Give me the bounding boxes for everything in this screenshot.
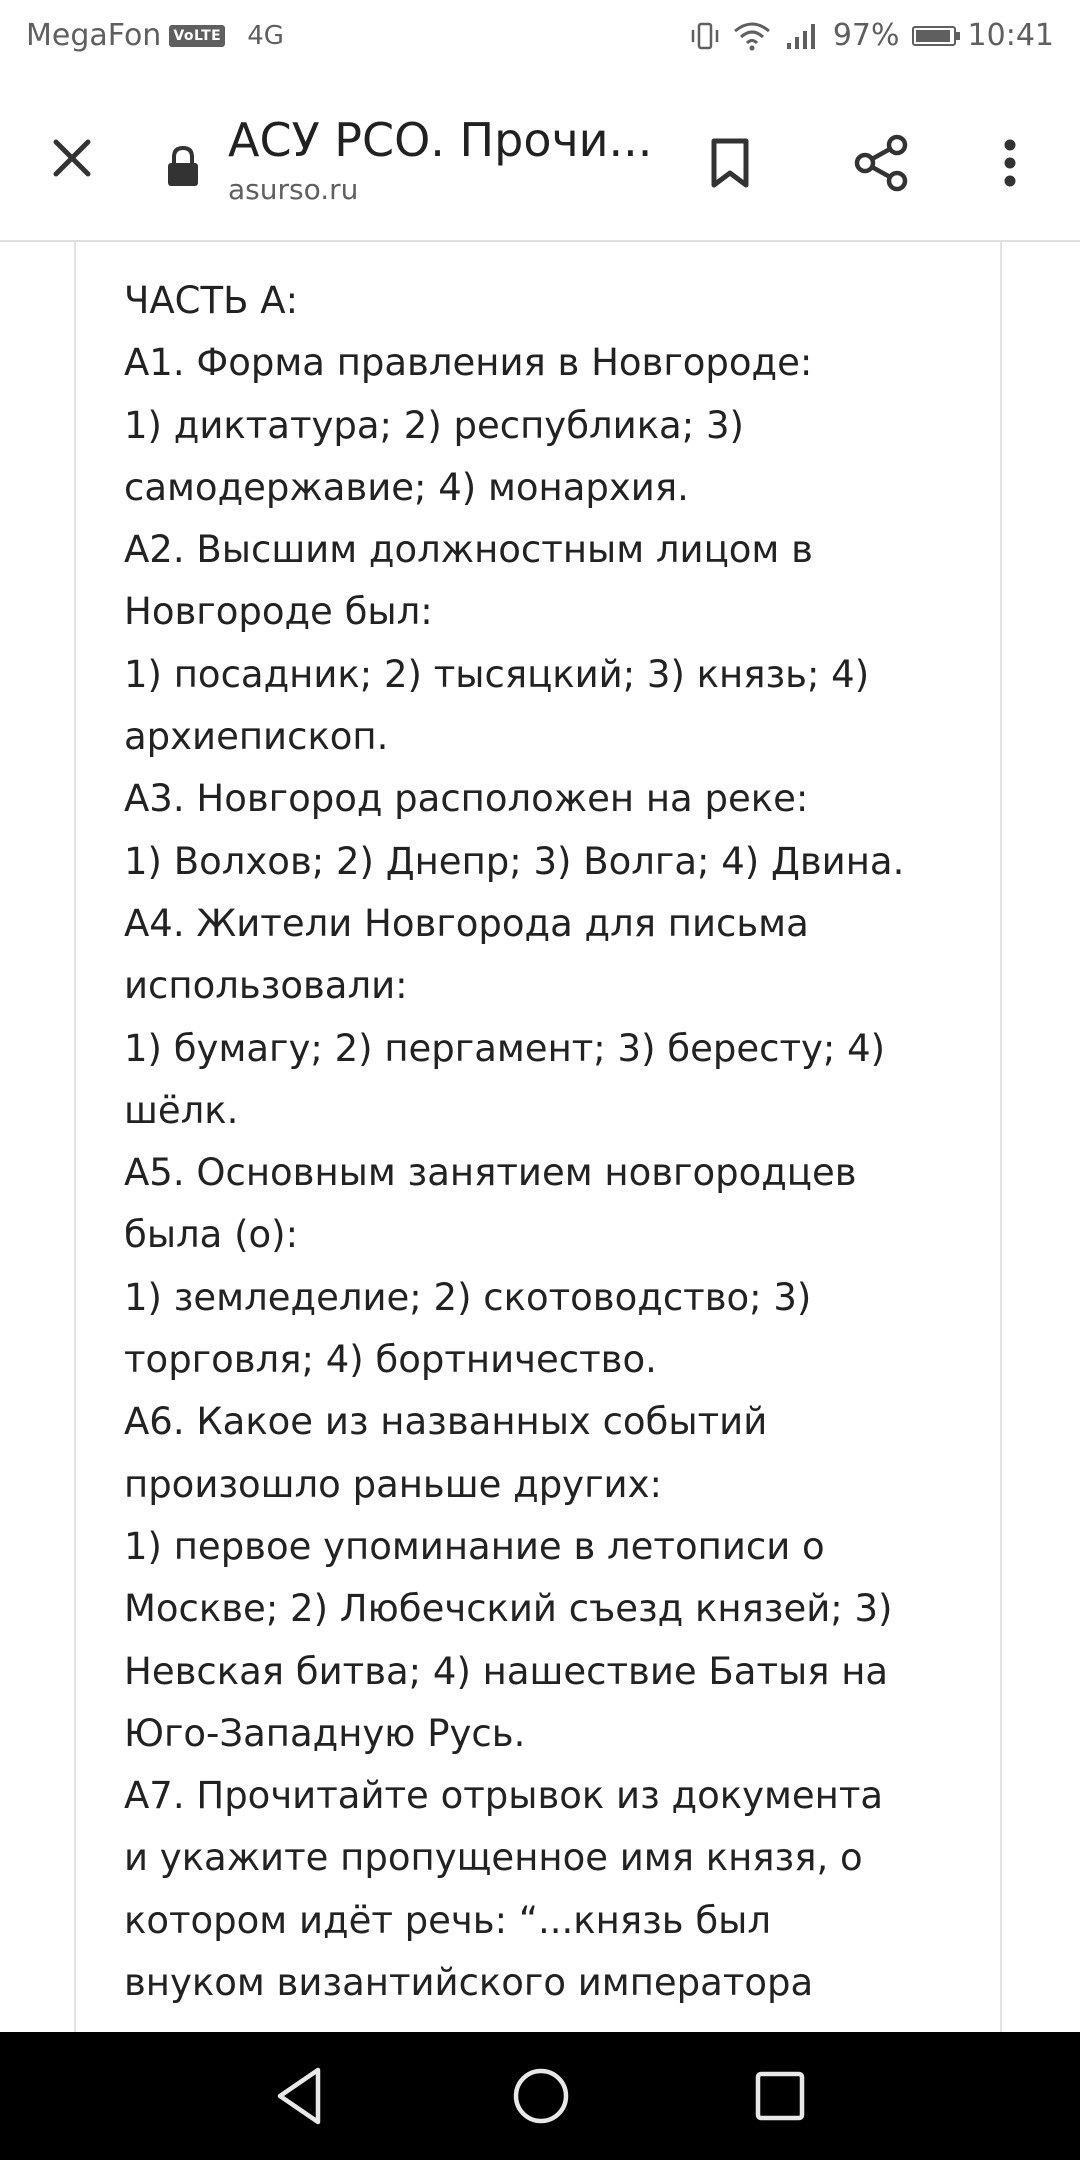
document-line: Невская битва; 4) нашествие Батыя на — [124, 1649, 889, 1693]
back-icon[interactable] — [270, 2062, 330, 2130]
document-line: использовали: — [124, 964, 408, 1008]
document-text — [124, 270, 974, 2014]
carrier-name: MegaFon — [26, 18, 162, 53]
share-icon — [851, 133, 911, 193]
document-line: 1) диктатура; 2) республика; 3) — [124, 403, 744, 447]
status-left — [26, 18, 284, 53]
document-line: А6. Какое из названных событий — [124, 1400, 768, 1444]
document-line: 1) земледелие; 2) скотоводство; 3) — [124, 1275, 812, 1319]
document-line: самодержавие; 4) монархия. — [124, 465, 689, 509]
more-options-button[interactable] — [990, 130, 1030, 196]
document-line: А2. Высшим должностным лицом в — [124, 528, 813, 572]
close-button[interactable] — [40, 126, 104, 190]
document-line: А1. Форма правления в Новгороде: — [124, 341, 813, 385]
page-url: asurso.ru — [228, 173, 359, 206]
document-line: Юго-Западную Русь. — [124, 1711, 526, 1755]
bookmark-icon — [708, 137, 752, 189]
document-line: Москве; 2) Любечский съезд князей; 3) — [124, 1587, 893, 1631]
document-line: А3. Новгород расположен на реке: — [124, 777, 809, 821]
close-icon — [50, 136, 94, 180]
browser-toolbar — [0, 74, 1080, 242]
document-line: и укажите пропущенное имя князя, о — [124, 1836, 863, 1880]
document-line: была (о): — [124, 1213, 299, 1257]
document-line: А4. Жители Новгорода для письма — [124, 901, 809, 945]
web-content[interactable] — [0, 242, 1080, 2032]
wifi-icon — [733, 21, 771, 51]
recent-apps-icon[interactable] — [750, 2064, 810, 2128]
document-line: 1) посадник; 2) тысяцкий; 3) князь; 4) — [124, 652, 870, 696]
network-type: 4G — [247, 20, 284, 51]
document-line: внуком византийского императора — [124, 1961, 814, 2005]
document-line: Новгороде был: — [124, 590, 433, 634]
home-icon[interactable] — [508, 2062, 574, 2130]
navigation-bar — [0, 2032, 1080, 2160]
bookmark-button[interactable] — [700, 130, 760, 196]
signal-icon — [783, 21, 821, 51]
page-title: АСУ РСО. Прочи... — [228, 113, 653, 167]
volte-badge: VoLTE — [169, 25, 225, 47]
document-line: 1) бумагу; 2) пергамент; 3) бересту; 4) — [124, 1026, 886, 1070]
document-line: А7. Прочитайте отрывок из документа — [124, 1774, 884, 1818]
more-vert-icon — [1002, 137, 1018, 189]
document-line: котором идёт речь: “...князь был — [124, 1898, 771, 1942]
title-block[interactable] — [228, 110, 668, 210]
battery-percent: 97% — [832, 18, 900, 53]
battery-icon — [912, 26, 956, 46]
document-line: произошло раньше других: — [124, 1462, 662, 1506]
status-right — [689, 18, 1054, 53]
share-button[interactable] — [848, 130, 914, 196]
vibrate-icon — [689, 21, 721, 51]
clock: 10:41 — [967, 18, 1054, 53]
document-line: 1) первое упоминание в летописи о — [124, 1524, 825, 1568]
document-line: торговля; 4) бортничество. — [124, 1338, 657, 1382]
document-line: 1) Волхов; 2) Днепр; 3) Волга; 4) Двина. — [124, 839, 905, 883]
status-bar — [0, 0, 1080, 74]
document-line: шёлк. — [124, 1088, 239, 1132]
document-line: ЧАСТЬ А: — [124, 279, 299, 322]
document-line: А5. Основным занятием новгородцев — [124, 1151, 857, 1195]
document-line: архиепископ. — [124, 715, 389, 759]
lock-icon — [166, 144, 200, 188]
